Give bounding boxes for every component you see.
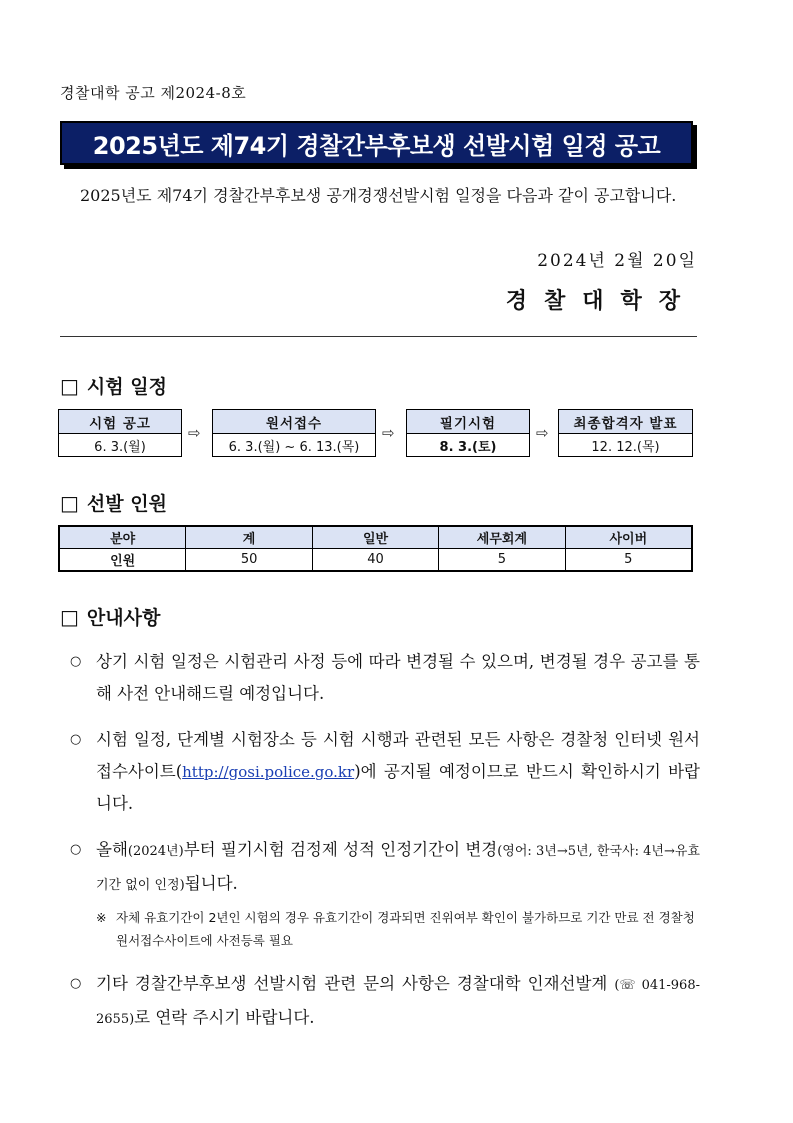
table-header-row (59, 526, 692, 549)
schedule-step-date: 12. 12.(목) (591, 439, 660, 455)
section-title: 선발 인원 (86, 493, 167, 515)
bullet-circle-icon: ○ (70, 842, 82, 857)
schedule-step (558, 409, 693, 457)
note-text: 올해 (96, 840, 128, 859)
notes-list (60, 646, 700, 1050)
table-cell: 40 (312, 549, 438, 572)
intro-paragraph: 2025년도 제74기 경찰간부후보생 공개경쟁선발시험 일정을 다음과 같이 공고합니다. (80, 186, 677, 205)
schedule-step (212, 409, 376, 457)
section-title: 안내사항 (86, 607, 161, 629)
checkbox-square-icon: □ (60, 490, 79, 515)
divider (60, 336, 697, 337)
reference-note (60, 906, 700, 952)
list-item (60, 968, 700, 1036)
section-heading-notes (60, 603, 160, 630)
table-cell: 50 (186, 549, 312, 572)
table-header: 계 (186, 526, 312, 549)
table-cell: 인원 (59, 549, 186, 572)
schedule-step-label: 최종합격자 발표 (559, 410, 692, 434)
section-heading-schedule (60, 372, 167, 399)
note-text: 시험 일정, 단계별 시험장소 등 시험 시행과 관련된 모든 사항은 경찰청 인터넷 원서접수사이트( (96, 730, 700, 781)
schedule-step-label: 필기시험 (407, 410, 529, 434)
table-cell: 5 (565, 549, 692, 572)
note-text: (2024년) (127, 844, 184, 859)
notice-date: 2024년 2월 20일 (537, 251, 697, 271)
list-item (60, 646, 700, 710)
arrow-right-icon: ⇨ (382, 424, 395, 442)
checkbox-square-icon: □ (60, 604, 79, 629)
schedule-step (58, 409, 182, 457)
table-row (59, 549, 692, 572)
schedule-step-label: 원서접수 (213, 410, 375, 434)
bullet-circle-icon: ○ (70, 654, 82, 669)
schedule-step-label: 시험 공고 (59, 410, 181, 434)
table-header: 사이버 (565, 526, 692, 549)
contact-phone: (☏ 041-968-2655) (96, 978, 700, 1027)
police-site-link[interactable]: http://gosi.police.go.kr (182, 763, 355, 781)
arrow-right-icon: ⇨ (188, 424, 201, 442)
table-cell: 5 (439, 549, 565, 572)
reference-text: 자체 유효기간이 2년인 시험의 경우 유효기간이 경과되면 진위여부 확인이 불가하므로 기간 만료 전 경찰청 원서접수사이트에 사전등록 필요 (116, 910, 695, 948)
section-heading-quota (60, 489, 167, 516)
schedule-step-date: 6. 3.(월) ~ 6. 13.(목) (228, 439, 360, 455)
note-text: 됩니다. (184, 874, 238, 893)
schedule-step (406, 409, 530, 457)
section-title: 시험 일정 (86, 376, 167, 398)
list-item (60, 724, 700, 820)
list-item (60, 834, 700, 902)
schedule-step-date: 8. 3.(토) (439, 439, 497, 455)
page-title: 2025년도 제74기 경찰간부후보생 선발시험 일정 공고 (60, 121, 693, 165)
table-header: 일반 (312, 526, 438, 549)
reference-mark-icon: ※ (96, 910, 107, 925)
note-text: )에 공지될 예정이므로 반드시 확인하시기 바랍니다. (96, 762, 700, 813)
checkbox-square-icon: □ (60, 373, 79, 398)
note-text: 상기 시험 일정은 시험관리 사정 등에 따라 변경될 수 있으며, 변경될 경우 공고를 통해 사전 안내해드릴 예정입니다. (96, 652, 700, 703)
bullet-circle-icon: ○ (70, 732, 82, 747)
arrow-right-icon: ⇨ (536, 424, 549, 442)
note-text: 로 연락 주시기 바랍니다. (134, 1008, 315, 1027)
signer: 경찰대학장 (505, 288, 697, 314)
note-text: 부터 필기시험 검정제 성적 인정기간이 변경 (183, 840, 498, 859)
bullet-circle-icon: ○ (70, 976, 82, 991)
table-header: 분야 (59, 526, 186, 549)
note-text: 기타 경찰간부후보생 선발시험 관련 문의 사항은 경찰대학 인재선발계 (96, 974, 615, 993)
notice-number: 경찰대학 공고 제2024-8호 (60, 84, 247, 102)
quota-table (58, 525, 693, 572)
note-text: (영어: 3년→5년, 한국사: 4년→유효기간 없이 인정) (96, 844, 700, 893)
table-header: 세무회계 (439, 526, 565, 549)
schedule-step-date: 6. 3.(월) (94, 439, 146, 455)
